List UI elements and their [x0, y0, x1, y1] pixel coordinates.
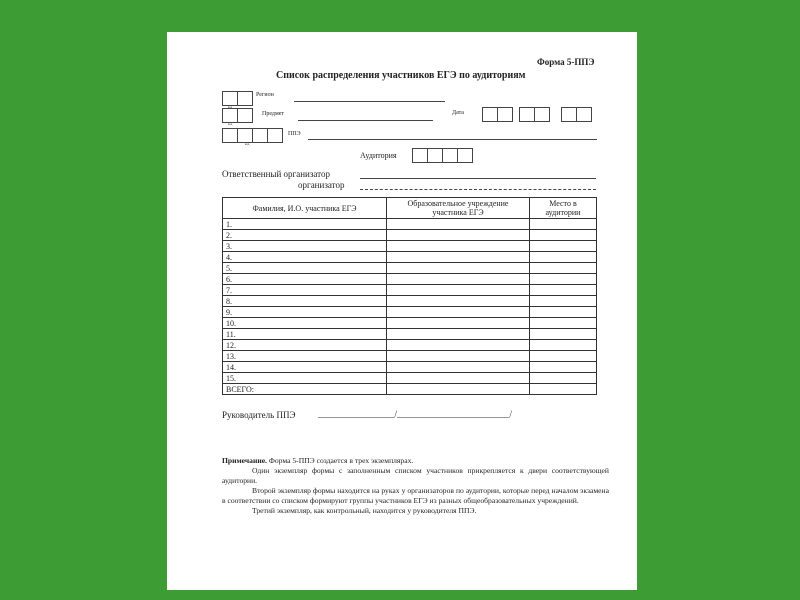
seat-cell — [530, 307, 597, 318]
table-row — [223, 274, 597, 285]
organizer-line — [360, 189, 596, 190]
seat-cell — [530, 329, 597, 340]
note-line: Третий экземпляр, как контрольный, находится у руководителя ППЭ. — [252, 506, 477, 515]
row-number: 6. — [223, 274, 387, 285]
row-number: 13. — [223, 351, 387, 362]
note-line: Один экземпляр формы с заполненным списком участников прикрепляется к двери соответствующей аудитории. — [222, 466, 609, 485]
school-cell — [387, 329, 530, 340]
table-row — [223, 230, 597, 241]
form-number: Форма 5-ППЭ — [537, 57, 595, 67]
header-seat: Место в аудитории — [530, 198, 597, 219]
row-number: 14. — [223, 362, 387, 373]
seat-cell — [530, 340, 597, 351]
date-month-boxes — [519, 107, 550, 122]
table-row — [223, 263, 597, 274]
seat-cell — [530, 230, 597, 241]
table-row — [223, 296, 597, 307]
ppe-line — [308, 139, 597, 140]
school-cell — [387, 263, 530, 274]
header-name: Фамилия, И.О. участника ЕГЭ — [223, 198, 387, 219]
responsible-organizer-label: Ответственный организатор — [222, 169, 330, 179]
row-number: 8. — [223, 296, 387, 307]
school-cell — [387, 241, 530, 252]
row-number: 2. — [223, 230, 387, 241]
school-cell — [387, 296, 530, 307]
seat-cell — [530, 285, 597, 296]
table-row — [223, 373, 597, 384]
seat-cell — [530, 219, 597, 230]
note-line: Второй экземпляр формы находится на руках у организаторов по аудитории, которые перед началом экзамена в соответствии со списком формируют группы участников ЕГЭ из разных общеобразовательных учреждений. — [222, 486, 609, 505]
date-label: Дата — [452, 110, 464, 116]
seat-cell — [530, 252, 597, 263]
seat-cell — [530, 318, 597, 329]
note-line: Форма 5-ППЭ создается в трех экземплярах. — [268, 456, 414, 465]
school-cell — [387, 373, 530, 384]
ppe-label: ППЭ — [288, 131, 301, 137]
ppe-head-signature-line: _________________/_________________________/ — [318, 409, 513, 419]
seat-cell — [530, 296, 597, 307]
school-cell — [387, 307, 530, 318]
row-number: 3. — [223, 241, 387, 252]
total-label: ВСЕГО: — [223, 384, 387, 395]
row-number: 11. — [223, 329, 387, 340]
date-day-boxes — [482, 107, 513, 122]
seat-cell — [530, 241, 597, 252]
responsible-organizer-line — [360, 178, 596, 179]
note-heading: Примечание. — [222, 456, 267, 465]
seat-cell — [530, 274, 597, 285]
region-code-boxes — [222, 91, 253, 106]
school-cell — [387, 285, 530, 296]
school-cell — [387, 351, 530, 362]
school-cell — [387, 230, 530, 241]
seat-cell — [530, 263, 597, 274]
row-number: 1. — [223, 219, 387, 230]
organizer-label: организатор — [298, 180, 345, 190]
note — [222, 456, 609, 516]
table-row — [223, 307, 597, 318]
table-row — [223, 351, 597, 362]
subject-label: Предмет — [262, 111, 285, 117]
table-row — [223, 362, 597, 373]
code-caption: код — [245, 142, 250, 146]
auditorium-label: Аудитория — [360, 151, 397, 160]
row-number: 10. — [223, 318, 387, 329]
row-number: 7. — [223, 285, 387, 296]
table-row — [223, 241, 597, 252]
ppe-code-boxes — [222, 128, 283, 143]
seat-cell — [530, 373, 597, 384]
table-row — [223, 329, 597, 340]
school-cell — [387, 274, 530, 285]
row-number: 15. — [223, 373, 387, 384]
participants-table — [222, 197, 597, 395]
school-cell — [387, 219, 530, 230]
table-row — [223, 285, 597, 296]
total-seat-cell — [530, 384, 597, 395]
subject-line — [298, 120, 433, 121]
region-label: Регион — [256, 92, 274, 98]
auditorium-boxes — [412, 148, 473, 163]
school-cell — [387, 252, 530, 263]
row-number: 12. — [223, 340, 387, 351]
region-line — [294, 101, 445, 102]
seat-cell — [530, 362, 597, 373]
header-school: Образовательное учреждение участника ЕГЭ — [387, 198, 530, 219]
subject-code-boxes — [222, 108, 253, 123]
school-cell — [387, 340, 530, 351]
row-number: 5. — [223, 263, 387, 274]
total-school-cell — [387, 384, 530, 395]
row-number: 4. — [223, 252, 387, 263]
table-row — [223, 252, 597, 263]
ppe-head-label: Руководитель ППЭ — [222, 410, 296, 420]
total-row — [223, 384, 597, 395]
code-caption: код — [228, 105, 233, 109]
document-title: Список распределения участников ЕГЭ по аудиториям — [276, 70, 526, 81]
table-row — [223, 340, 597, 351]
school-cell — [387, 362, 530, 373]
code-caption: код — [228, 122, 233, 126]
row-number: 9. — [223, 307, 387, 318]
table-row — [223, 219, 597, 230]
table-row — [223, 318, 597, 329]
date-year-boxes — [561, 107, 592, 122]
seat-cell — [530, 351, 597, 362]
school-cell — [387, 318, 530, 329]
